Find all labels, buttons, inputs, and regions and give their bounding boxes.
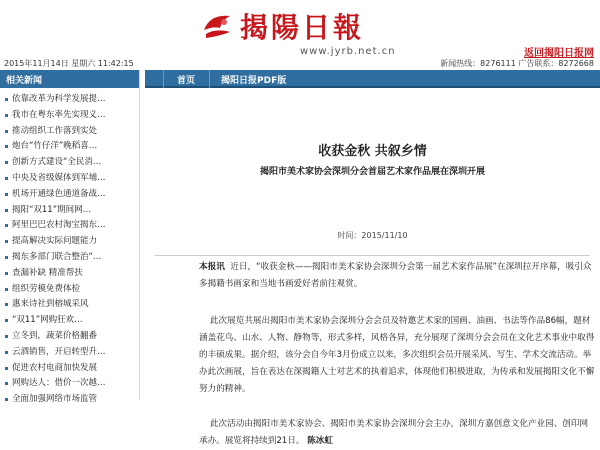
site-header [0, 0, 600, 70]
related-news-item[interactable]: 机场开通绿色通道备战… [0, 187, 139, 203]
nav-divider [209, 70, 210, 88]
article-paragraph [199, 416, 595, 450]
nav-item-pdf[interactable]: 揭阳日报PDF版 [221, 76, 287, 86]
sidebar-title: 相关新闻 [0, 70, 139, 88]
article-paragraph [199, 313, 595, 398]
site-logo-title[interactable]: 揭陽日報 [240, 11, 365, 44]
paragraph-text: 此次展览共展出揭阳市美术家协会深圳分会会员及特邀艺术家的国画、油画、书法等作品86幅，题材涵盖花鸟、山水、人物、静物等，形式多样，风格各异，充分展现了深圳分会会员在文化艺术事业中取得的丰硕成果。据介绍，该分会自今年3月份成立以来，多次组织会员开展采风、写生、学术交流活动。举办此次画展，旨在表达在深揭籍人士对艺术的执着追求，体现他们积极进取，为传承和发展揭阳文化不懈努力的精神。 [199, 316, 595, 394]
site-url: www.jyrb.net.cn [300, 46, 396, 57]
contact-hotlines: 新闻热线：8276111 广告联系：8272668 [440, 59, 594, 68]
related-news-item[interactable]: 组织劳模免费体检 [0, 282, 139, 298]
related-news-item[interactable]: 创新方式建设“全民消… [0, 155, 139, 171]
paragraph-lead: 本报讯 [199, 262, 225, 272]
related-news-item[interactable]: 云酒销售，开启转型升… [0, 345, 139, 361]
related-news-item[interactable]: 我市在粤东率先实现义… [0, 108, 139, 124]
related-news-item[interactable]: 推动组织工作落到实处 [0, 124, 139, 140]
article-publish-time: 时间：2015/11/10 [337, 231, 408, 240]
article [145, 90, 600, 446]
related-news-list [0, 88, 139, 408]
paragraph-text: 近日，“收获金秋——揭阳市美术家协会深圳分会第一届艺术家作品展”在深圳拉开序幕，吸引众多揭籍书画家和当地书画爱好者前往观赏。 [199, 262, 592, 289]
related-news-item[interactable]: 依靠改革为科学发展提… [0, 92, 139, 108]
paragraph-text: 此次活动由揭阳市美术家协会、揭阳市美术家协会深圳分会主办，深圳方嘉创意文化产业园、创印网承办。展览将持续到21日。 [199, 419, 589, 446]
nav-item-home[interactable]: 首页 [177, 76, 196, 86]
article-divider [155, 255, 590, 256]
related-news-item[interactable]: 阿里巴巴农村淘宝揭东… [0, 218, 139, 234]
related-news-item[interactable]: 揭阳“双11”期间网… [0, 203, 139, 219]
related-news-item[interactable]: 查漏补缺 精准帮扶 [0, 266, 139, 282]
related-news-item[interactable]: 立冬到，蔬菜价格翻番 [0, 329, 139, 345]
related-news-item[interactable]: 惠来诗社到榕城采风 [0, 297, 139, 313]
related-news-item[interactable]: 全面加强网络市场监管 [0, 392, 139, 408]
return-home-link[interactable]: 返回揭阳日报网 [524, 48, 594, 59]
related-news-item[interactable]: 提高解决实际问题能力 [0, 234, 139, 250]
current-datetime: 2015年11月14日 星期六 11:42:15 [4, 59, 134, 68]
newspaper-logo-icon [200, 8, 234, 42]
sidebar [0, 70, 140, 405]
article-title: 收获金秋 共叙乡情 [318, 144, 427, 159]
article-paragraph [199, 259, 595, 293]
article-author: 陈冰虹 [307, 436, 333, 446]
related-news-item[interactable]: 揭东多部门联合整治“… [0, 250, 139, 266]
related-news-item[interactable]: “双11”网购狂欢… [0, 313, 139, 329]
nav-divider [163, 70, 164, 88]
related-news-item[interactable]: 炮台“竹仔洋”晚稻喜… [0, 139, 139, 155]
main-nav [145, 70, 600, 88]
related-news-item[interactable]: 中央及省级媒体到军埔… [0, 171, 139, 187]
article-subtitle: 揭阳市美术家协会深圳分会首届艺术家作品展在深圳开展 [259, 167, 485, 177]
related-news-item[interactable]: 网购达人：借价一次越… [0, 376, 139, 392]
related-news-item[interactable]: 促进农村电商加快发展 [0, 361, 139, 377]
